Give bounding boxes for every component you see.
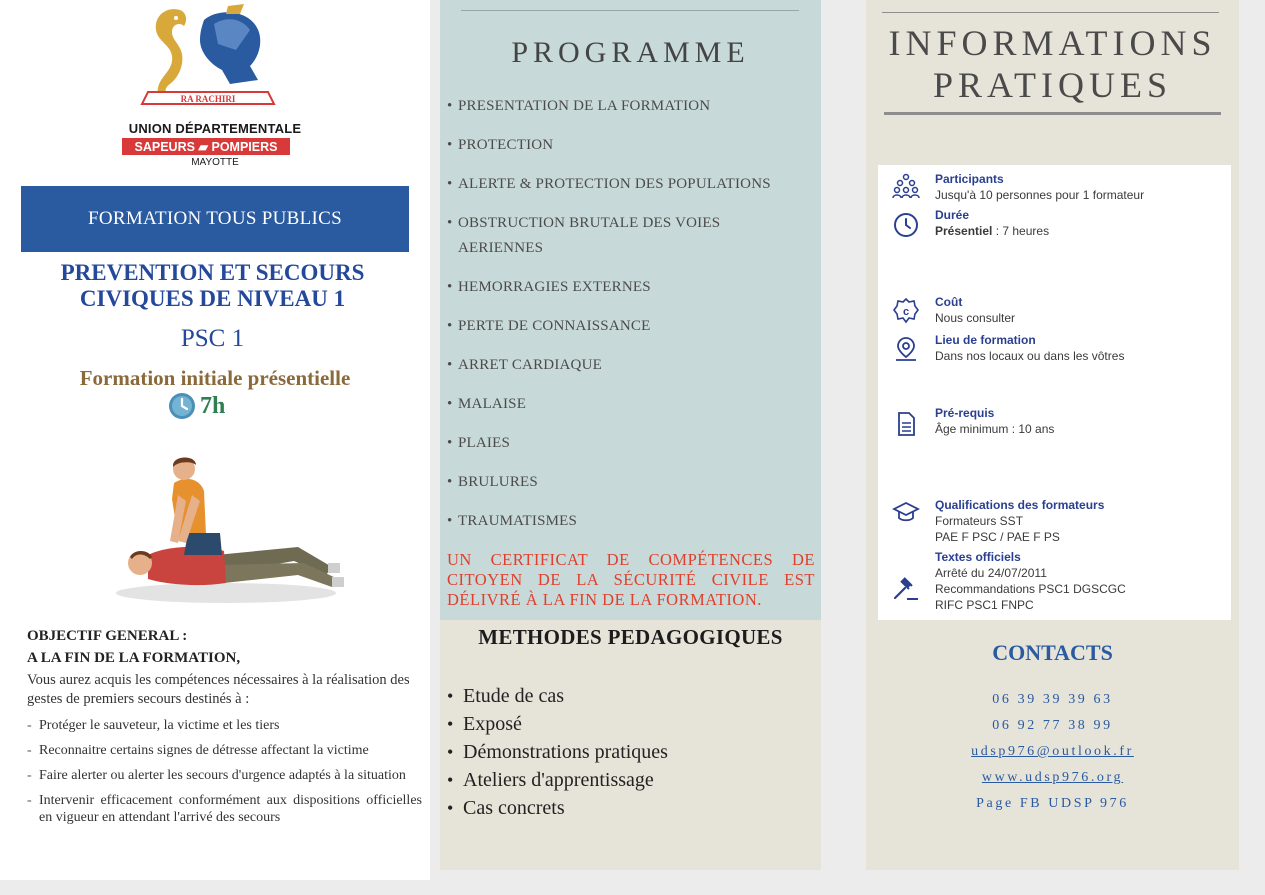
info-qualifications — [935, 497, 1225, 545]
objective-item: - Faire alerter ou alerter les secours d'urgence adaptés à la situation — [27, 768, 406, 783]
info-value: Présentiel : 7 heures — [935, 224, 1050, 238]
info-value: Nous consulter — [935, 311, 1016, 325]
info-label: Pré-requis — [935, 406, 995, 420]
info-value: RIFC PSC1 FNPC — [935, 598, 1034, 612]
document-icon — [892, 410, 920, 438]
course-code: PSC 1 — [180, 325, 245, 352]
programme-item: • BRULURES — [447, 474, 538, 490]
contact-website-link[interactable]: www.udsp976.org — [981, 770, 1124, 785]
clock-icon — [168, 392, 196, 420]
info-lieu — [935, 332, 1225, 364]
info-duree — [935, 207, 1225, 239]
logo-ribbon-text: RA RACHIRI — [180, 94, 236, 104]
course-duration — [168, 392, 225, 420]
helmet-logo-icon — [118, 0, 298, 112]
objective-item: - Protéger le sauveteur, la victime et les tiers — [27, 718, 280, 733]
programme-item: • ARRET CARDIAQUE — [447, 357, 602, 373]
contact-phone[interactable]: 06 39 39 39 63 — [992, 692, 1113, 707]
info-textes — [935, 549, 1225, 613]
certificate-notice: UN CERTIFICAT DE COMPÉTENCES DE CITOYEN DE LA SÉCURITÉ CIVILE EST DÉLIVRÉ À LA FIN DE LA FORMATION. — [447, 550, 815, 609]
programme-item: • TRAUMATISMES — [447, 513, 578, 529]
objective-item: - Intervenir efficacement conformément aux dispositions officielles en vigueur en attendant l'arrivé des secours — [27, 793, 422, 825]
objectives-section — [27, 625, 422, 826]
course-title-line2: CIVIQUES DE NIVEAU 1 — [79, 286, 346, 311]
participants-icon — [892, 172, 920, 200]
info-value: Recommandations PSC1 DGSCGC — [935, 582, 1126, 596]
programme-item: • PERTE DE CONNAISSANCE — [447, 318, 651, 334]
programme-item: • PLAIES — [447, 435, 511, 451]
info-value: Arrêté du 24/07/2011 — [935, 566, 1047, 580]
info-value: PAE F PSC / PAE F PS — [935, 530, 1060, 544]
programme-item: • PROTECTION — [447, 137, 554, 153]
method-item: • Démonstrations pratiques — [447, 741, 668, 763]
info-value: Formateurs SST — [935, 514, 1024, 528]
contact-email-link[interactable]: udsp976@outlook.fr — [971, 744, 1134, 759]
method-item: • Etude de cas — [447, 685, 565, 707]
duration-text: 7h — [200, 392, 226, 419]
objectives-subheading: A LA FIN DE LA FORMATION, — [27, 650, 241, 666]
info-title-line1: INFORMATIONS — [888, 23, 1217, 63]
objective-item: - Reconnaitre certains signes de détresse affectant la victime — [27, 743, 369, 758]
info-title-line2: PRATIQUES — [932, 65, 1173, 105]
info-title — [866, 22, 1239, 106]
method-item: • Ateliers d'apprentissage — [447, 769, 654, 791]
course-title-line1: PREVENTION ET SECOURS — [60, 260, 365, 285]
divider — [884, 112, 1221, 115]
svg-text:c: c — [902, 306, 910, 318]
programme-item: • PRESENTATION DE LA FORMATION — [447, 98, 711, 114]
info-prerequis — [935, 405, 1225, 437]
logo-org-line2: SAPEURS ▰ POMPIERS — [122, 138, 290, 155]
info-value: Jusqu'à 10 personnes pour 1 formateur — [935, 188, 1145, 202]
info-label: Participants — [935, 172, 1004, 186]
course-title — [0, 260, 425, 312]
cost-icon — [892, 297, 920, 325]
info-cout — [935, 294, 1225, 326]
method-item: • Exposé — [447, 713, 522, 735]
method-item: • Cas concrets — [447, 797, 565, 819]
methods-title: METHODES PEDAGOGIQUES — [478, 625, 783, 649]
divider — [461, 10, 799, 11]
divider — [882, 12, 1219, 13]
programme-item: • ALERTE & PROTECTION DES POPULATIONS — [447, 176, 771, 192]
info-value: Dans nos locaux ou dans les vôtres — [935, 349, 1125, 363]
contact-phone[interactable]: 06 92 77 38 99 — [992, 718, 1113, 733]
info-label: Textes officiels — [935, 550, 1021, 564]
info-label: Qualifications des formateurs — [935, 498, 1105, 512]
contacts-title: CONTACTS — [992, 640, 1113, 665]
programme-item: • OBSTRUCTION BRUTALE DES VOIES AERIENNES — [447, 215, 721, 256]
objectives-heading: OBJECTIF GENERAL : — [27, 628, 188, 644]
info-value: Âge minimum : 10 ans — [935, 422, 1055, 436]
course-format: Formation initiale présentielle — [79, 366, 351, 390]
logo-org-line3: MAYOTTE — [191, 157, 239, 168]
objectives-intro: Vous aurez acquis les compétences nécessaires à la réalisation des gestes de premiers secours destinés à : — [27, 672, 410, 707]
info-label: Lieu de formation — [935, 333, 1036, 347]
graduation-cap-icon — [892, 498, 920, 526]
timer-icon — [892, 211, 920, 239]
contact-facebook[interactable]: Page FB UDSP 976 — [976, 796, 1129, 811]
info-label: Coût — [935, 295, 963, 309]
programme-title: PROGRAMME — [511, 36, 750, 69]
gavel-icon — [892, 574, 920, 602]
audience-banner: FORMATION TOUS PUBLICS — [21, 186, 409, 252]
cpr-illustration — [108, 455, 348, 605]
programme-item: • MALAISE — [447, 396, 527, 412]
programme-item: • HEMORRAGIES EXTERNES — [447, 279, 651, 295]
location-icon — [892, 335, 920, 363]
info-label: Durée — [935, 208, 970, 222]
logo-org-line1: UNION DÉPARTEMENTALE — [128, 121, 302, 136]
info-participants — [935, 171, 1225, 203]
